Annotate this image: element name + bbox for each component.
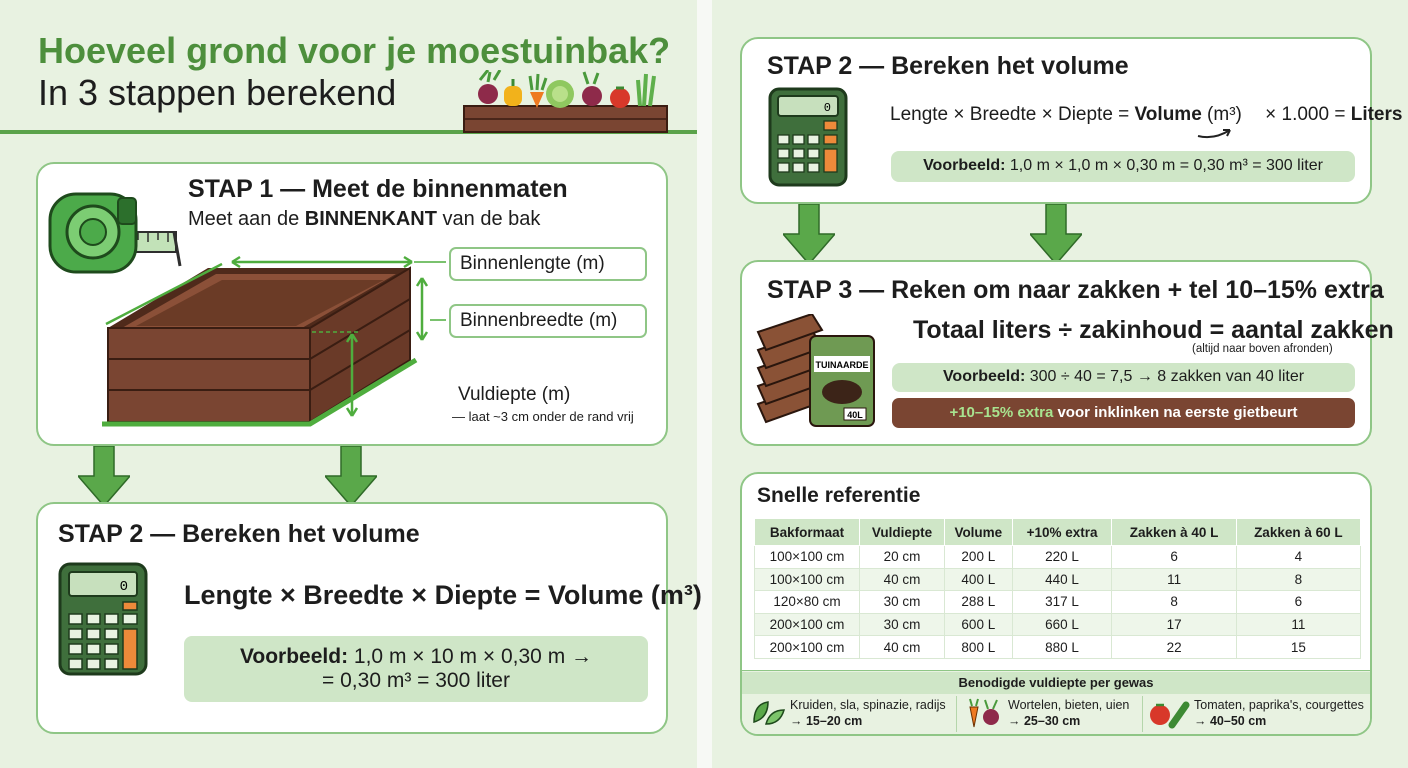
step2-right-example [891, 151, 1355, 182]
table-row [755, 568, 1361, 591]
svg-text:0: 0 [823, 101, 831, 115]
example-text: 300 ÷ 40 = 7,5 → 8 zakken van 40 liter [1025, 368, 1305, 385]
crop-depth: → 25–30 cm [1008, 714, 1081, 728]
example-line1: 1,0 m × 10 m × 0,30 m → [348, 645, 593, 668]
extra-text: voor inklinken na eerste gietbeurt [1053, 404, 1298, 421]
table-cell: 880 L [1012, 636, 1112, 659]
crop-name: Tomaten, paprika's, courgettes [1194, 698, 1364, 712]
soil-bags-icon [752, 314, 877, 429]
table-cell: 22 [1112, 636, 1236, 659]
formula-prefix: Lengte × Breedte × Diepte = [890, 104, 1135, 125]
table-cell: 6 [1112, 546, 1236, 569]
label-vuldiepte: Vuldiepte (m) [458, 384, 571, 405]
arrow-down-icon [1030, 204, 1082, 266]
leaf-icon [750, 698, 786, 728]
table-cell: 120×80 cm [755, 591, 860, 614]
table-cell: 100×100 cm [755, 546, 860, 569]
table-cell: 30 cm [860, 591, 945, 614]
curved-arrow-icon [1196, 124, 1240, 140]
table-cell: 200×100 cm [755, 613, 860, 636]
table-cell: 11 [1112, 568, 1236, 591]
table-cell: 8 [1112, 591, 1236, 614]
table-cell: 20 cm [860, 546, 945, 569]
table-cell: 800 L [945, 636, 1013, 659]
table-cell: 8 [1236, 568, 1360, 591]
instruction-suffix: van de bak [436, 208, 541, 230]
table-cell: 288 L [945, 591, 1013, 614]
col-header: +10% extra [1012, 519, 1112, 546]
table-row [755, 546, 1361, 569]
example-label: Voorbeeld: [942, 368, 1026, 385]
col-header: Zakken à 40 L [1112, 519, 1236, 546]
table-row [755, 613, 1361, 636]
example-label: Voorbeeld: [239, 645, 349, 668]
instruction-bold: BINNENKANT [304, 208, 437, 230]
crop-name: Kruiden, sla, spinazie, radijs [790, 698, 946, 712]
step2-left-title: STAP 2 — Bereken het volume [58, 520, 420, 548]
table-cell: 40 cm [860, 636, 945, 659]
table-cell: 200×100 cm [755, 636, 860, 659]
table-cell: 200 L [945, 546, 1013, 569]
reference-table [754, 518, 1361, 659]
step1-instruction [188, 208, 540, 231]
step2-right-title: STAP 2 — Bereken het volume [767, 52, 1129, 80]
crop-item-herbs [750, 697, 954, 729]
step3-title: STAP 3 — Reken om naar zakken + tel 10–15% extra [767, 276, 1384, 304]
crop-item-fruits [1148, 697, 1368, 729]
step3-example [892, 363, 1355, 392]
table-cell: 11 [1236, 613, 1360, 636]
crops-title: Benodigde vuldiepte per gewas [742, 672, 1370, 694]
page-subtitle: In 3 stappen berekend [38, 72, 397, 113]
calculator-icon [58, 562, 148, 676]
step2-left-formula: Lengte × Breedte × Diepte = Volume (m³) [184, 580, 702, 610]
table-cell: 4 [1236, 546, 1360, 569]
bag-size: 40L [847, 410, 863, 420]
formula-mult: × 1.000 = [1265, 104, 1351, 125]
col-header: Vuldiepte [860, 519, 945, 546]
tomato-icon [610, 88, 630, 108]
page-title: Hoeveel grond voor je moestuinbak? [38, 30, 671, 71]
table-cell: 220 L [1012, 546, 1112, 569]
table-cell: 100×100 cm [755, 568, 860, 591]
label-binnenlengte: Binnenlengte (m) [449, 247, 647, 281]
table-cell: 660 L [1012, 613, 1112, 636]
step1-title: STAP 1 — Meet de binnenmaten [188, 175, 568, 203]
table-cell: 15 [1236, 636, 1360, 659]
table-cell: 6 [1236, 591, 1360, 614]
reference-title: Snelle referentie [757, 484, 921, 507]
example-label: Voorbeeld: [923, 157, 1006, 174]
table-row [755, 636, 1361, 659]
carrot-beet-icon [964, 697, 1004, 729]
table-cell: 17 [1112, 613, 1236, 636]
vegetable-planter-illustration [460, 70, 675, 135]
arrow-down-icon [78, 446, 130, 508]
extra-highlight: +10–15% extra [949, 404, 1054, 421]
arrow-down-icon [783, 204, 835, 266]
step2-left-example [184, 636, 648, 702]
crop-divider [1142, 696, 1143, 732]
table-cell: 40 cm [860, 568, 945, 591]
tomato-courgette-icon [1148, 697, 1190, 729]
lettuce-icon [546, 80, 574, 108]
col-header: Volume [945, 519, 1013, 546]
example-line2: = 0,30 m³ = 300 liter [322, 669, 510, 692]
formula-liters: Liters [1350, 104, 1403, 125]
table-cell: 30 cm [860, 613, 945, 636]
label-binnenbreedte: Binnenbreedte (m) [449, 304, 647, 338]
table-row [755, 591, 1361, 614]
arrow-down-icon [325, 446, 377, 508]
col-header: Bakformaat [755, 519, 860, 546]
pepper-icon [504, 79, 522, 106]
table-cell: 317 L [1012, 591, 1112, 614]
calculator-icon [768, 87, 848, 187]
carrot-icon [530, 74, 546, 108]
crop-depth: → 15–20 cm [790, 714, 863, 728]
table-cell: 440 L [1012, 568, 1112, 591]
bag-label: TUINAARDE [815, 360, 869, 370]
crop-divider [956, 696, 957, 732]
raised-bed-illustration [96, 248, 446, 433]
beet-icon [478, 70, 500, 104]
crop-name: Wortelen, bieten, uien [1008, 698, 1130, 712]
panel-divider [697, 0, 712, 768]
formula-volume: Volume [1134, 104, 1202, 125]
svg-text:0: 0 [119, 579, 128, 595]
table-cell: 400 L [945, 568, 1013, 591]
crop-depth: → 40–50 cm [1194, 714, 1267, 728]
leek-icon [638, 74, 654, 106]
step3-extra-bar [892, 398, 1355, 428]
instruction-prefix: Meet aan de [188, 208, 305, 230]
step2-right-formula [890, 104, 1402, 126]
col-header: Zakken à 60 L [1236, 519, 1360, 546]
example-text: 1,0 m × 1,0 m × 0,30 m = 0,30 m³ = 300 liter [1005, 157, 1323, 174]
crop-item-roots [964, 697, 1140, 729]
depth-note: — laat ~3 cm onder de rand vrij [452, 409, 634, 424]
formula-unit: (m³) [1201, 104, 1242, 125]
step3-note: (altijd naar boven afronden) [1192, 343, 1333, 355]
table-cell: 600 L [945, 613, 1013, 636]
beet-icon [582, 72, 602, 106]
table-header-row [755, 519, 1361, 546]
step3-formula: Totaal liters ÷ zakinhoud = aantal zakken [913, 316, 1394, 344]
